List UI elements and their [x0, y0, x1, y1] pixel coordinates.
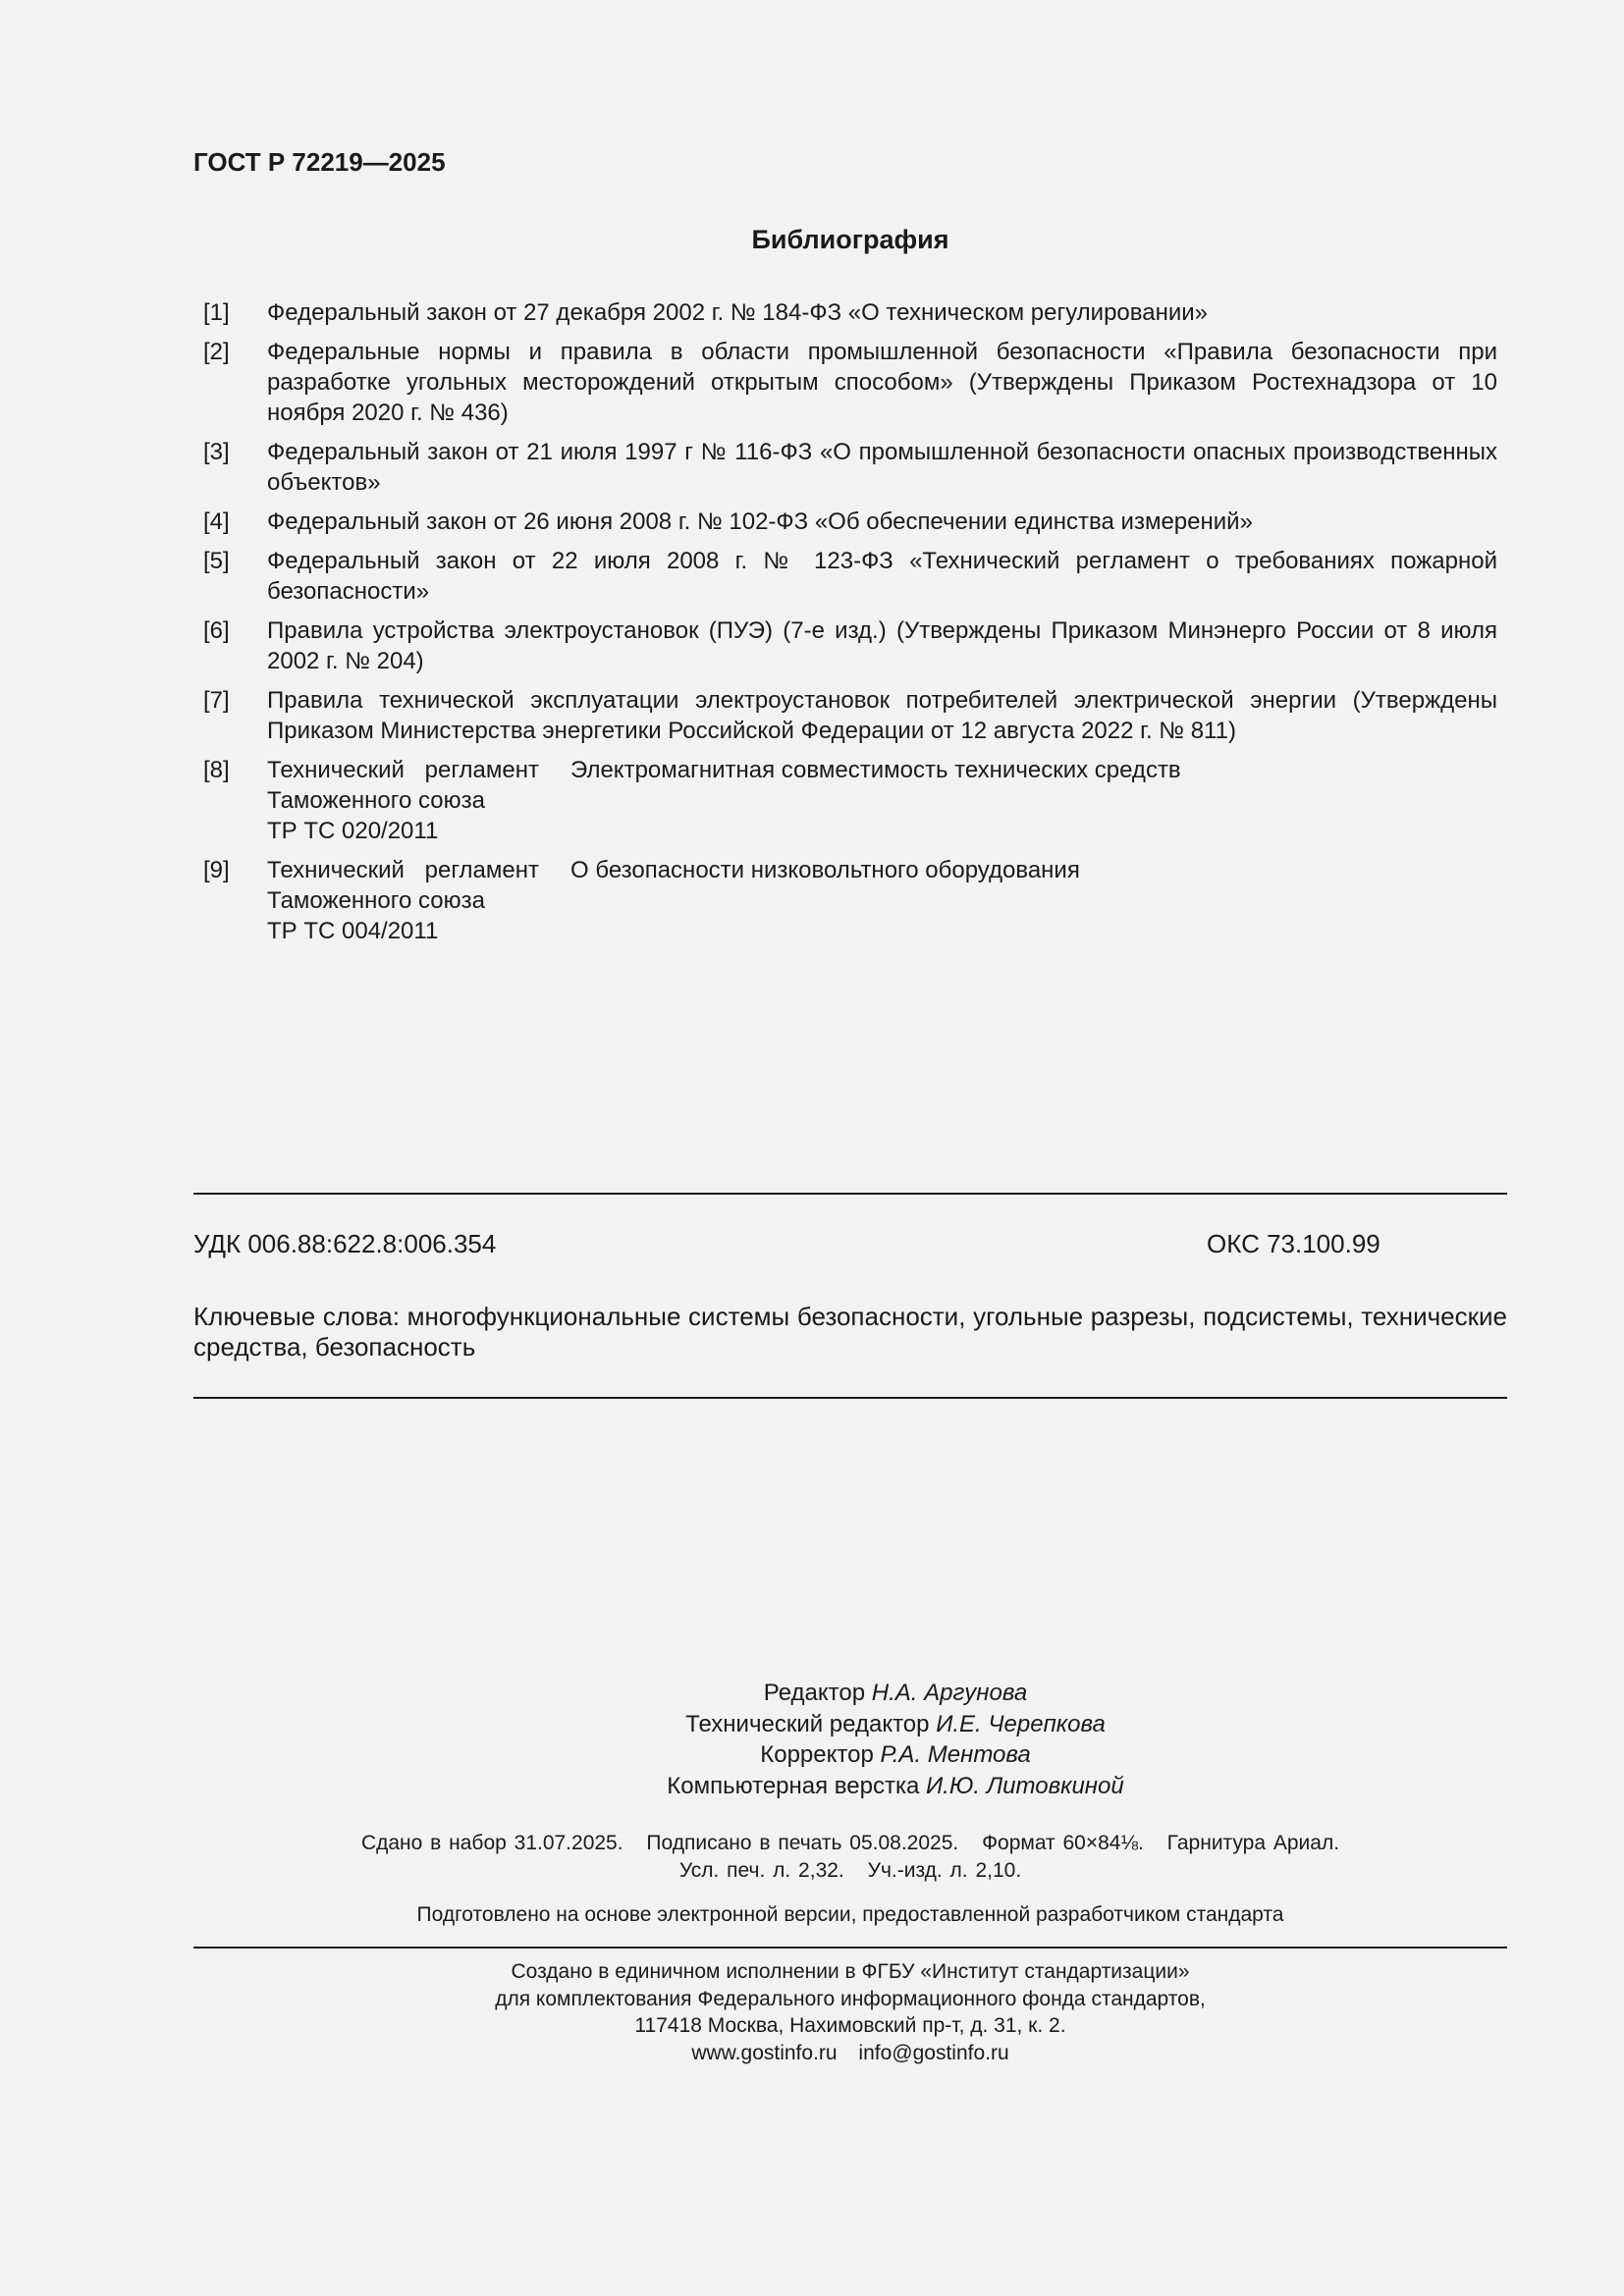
- entry-text: Федеральный закон от 22 июля 2008 г. № 123-ФЗ «Технический регламент о требованиях пожарной безопасности»: [267, 548, 1497, 605]
- entry-text: Федеральные нормы и правила в области промышленной безопасности «Правила безопасности при разработке угольных месторождений открытым способом» (Утверждены Приказом Ростехнадзора от 10 ноября 2020 г. № 436): [267, 339, 1497, 426]
- entry-number: [3]: [203, 439, 230, 465]
- regulation-title: О безопасности низковольтного оборудования: [570, 857, 1080, 883]
- credit-editor: [193, 1678, 1597, 1709]
- bibliography-entry-6: [193, 615, 1497, 676]
- regulation-type: Технический регламент: [267, 757, 539, 783]
- credits-block: [193, 1678, 1597, 1801]
- entry-text: Федеральный закон от 26 июня 2008 г. № 102-ФЗ «Об обеспечении единства измерений»: [267, 508, 1253, 535]
- bibliography-list: [193, 297, 1497, 955]
- credit-layout: [193, 1771, 1597, 1802]
- footer-contacts: [193, 2040, 1507, 2067]
- publication-line-1: [193, 1830, 1507, 1857]
- entry-number: [6]: [203, 617, 230, 644]
- oks-code: ОКС 73.100.99: [1207, 1229, 1380, 1258]
- print-sheets: Усл. печ. л. 2,32.: [678, 1859, 844, 1882]
- bibliography-entry-5: [193, 546, 1497, 607]
- section-divider-top: [193, 1193, 1507, 1195]
- section-divider-bottom: [193, 1397, 1507, 1399]
- footer-divider: [193, 1947, 1507, 1949]
- entry-number: [2]: [203, 339, 230, 365]
- entry-number: [9]: [203, 857, 230, 883]
- entry-number: [1]: [203, 299, 230, 326]
- footer-block: [193, 1958, 1507, 2066]
- submitted-date: Сдано в набор 31.07.2025.: [360, 1832, 623, 1854]
- publication-line-2: [193, 1857, 1507, 1885]
- bibliography-entry-2: [193, 337, 1497, 428]
- document-code: ГОСТ Р 72219—2025: [193, 147, 446, 177]
- footer-address: 117418 Москва, Нахимовский пр-т, д. 31, к. 2.: [634, 2014, 1066, 2037]
- bibliography-title: Библиография: [751, 225, 949, 254]
- regulation-code: ТР ТС 004/2011: [267, 918, 439, 944]
- credit-name: Н.А. Аргунова: [871, 1680, 1028, 1706]
- regulation-title: Электромагнитная совместимость технических средств: [570, 757, 1181, 783]
- entry-text: Правила технической эксплуатации электроустановок потребителей электрической энергии (Утверждены Приказом Министерства энергетики Российской Федерации от 12 августа 2022 г. № 811): [267, 687, 1497, 744]
- entry-text: Федеральный закон от 27 декабря 2002 г. № 184-ФЗ «О техническом регулировании»: [267, 299, 1209, 326]
- entry-regulation: [267, 855, 1497, 946]
- entry-regulation: [267, 755, 1497, 846]
- keywords: Ключевые слова: многофункциональные системы безопасности, угольные разрезы, подсистемы, технические средства, безопасность: [193, 1302, 1507, 1362]
- entry-text: Правила устройства электроустановок (ПУЭ) (7-е изд.) (Утверждены Приказом Минэнерго России от 8 июля 2002 г. № 204): [267, 617, 1497, 674]
- print-format: Формат 60×84⅛.: [982, 1832, 1144, 1854]
- footer-line-2: для комплектования Федерального информационного фонда стандартов,: [495, 1987, 1206, 2010]
- udk-code: УДК 006.88:622.8:006.354: [193, 1229, 497, 1258]
- credit-name: Р.А. Ментова: [880, 1741, 1031, 1768]
- website-link[interactable]: www.gostinfo.ru: [691, 2041, 838, 2064]
- entry-text: Федеральный закон от 21 июля 1997 г № 116-ФЗ «О промышленной безопасности опасных производственных объектов»: [267, 439, 1497, 496]
- entry-number: [8]: [203, 757, 230, 783]
- bibliography-entry-1: [193, 297, 1497, 328]
- credit-role: Корректор: [760, 1741, 874, 1768]
- regulation-type: Технический регламент: [267, 857, 539, 883]
- publisher-sheets: Уч.-изд. л. 2,10.: [867, 1859, 1022, 1882]
- bibliography-entry-8: [193, 755, 1497, 846]
- credit-name: И.Е. Черепкова: [936, 1710, 1106, 1737]
- email-link[interactable]: info@gostinfo.ru: [858, 2041, 1009, 2064]
- bibliography-entry-7: [193, 685, 1497, 746]
- footer-line-1: Создано в единичном исполнении в ФГБУ «Институт стандартизации»: [511, 1960, 1190, 1983]
- bibliography-entry-9: [193, 855, 1497, 946]
- bibliography-entry-3: [193, 437, 1497, 498]
- typeface: Гарнитура Ариал.: [1166, 1832, 1340, 1854]
- entry-number: [4]: [203, 508, 230, 535]
- publication-info: [193, 1830, 1507, 1885]
- credit-proofreader: [193, 1739, 1597, 1771]
- entry-number: [7]: [203, 687, 230, 714]
- regulation-union: Таможенного союза: [267, 887, 485, 914]
- credit-role: Редактор: [763, 1680, 866, 1706]
- credit-role: Технический редактор: [685, 1710, 930, 1737]
- bibliography-entry-4: [193, 507, 1497, 537]
- regulation-code: ТР ТС 020/2011: [267, 818, 439, 844]
- credit-name: И.Ю. Литовкиной: [926, 1772, 1124, 1799]
- regulation-union: Таможенного союза: [267, 787, 485, 814]
- prepared-note: Подготовлено на основе электронной версии, предоставленной разработчиком стандарта: [416, 1903, 1284, 1926]
- signed-date: Подписано в печать 05.08.2025.: [646, 1832, 959, 1854]
- entry-number: [5]: [203, 548, 230, 574]
- credit-technical-editor: [193, 1709, 1597, 1740]
- credit-role: Компьютерная верстка: [667, 1772, 920, 1799]
